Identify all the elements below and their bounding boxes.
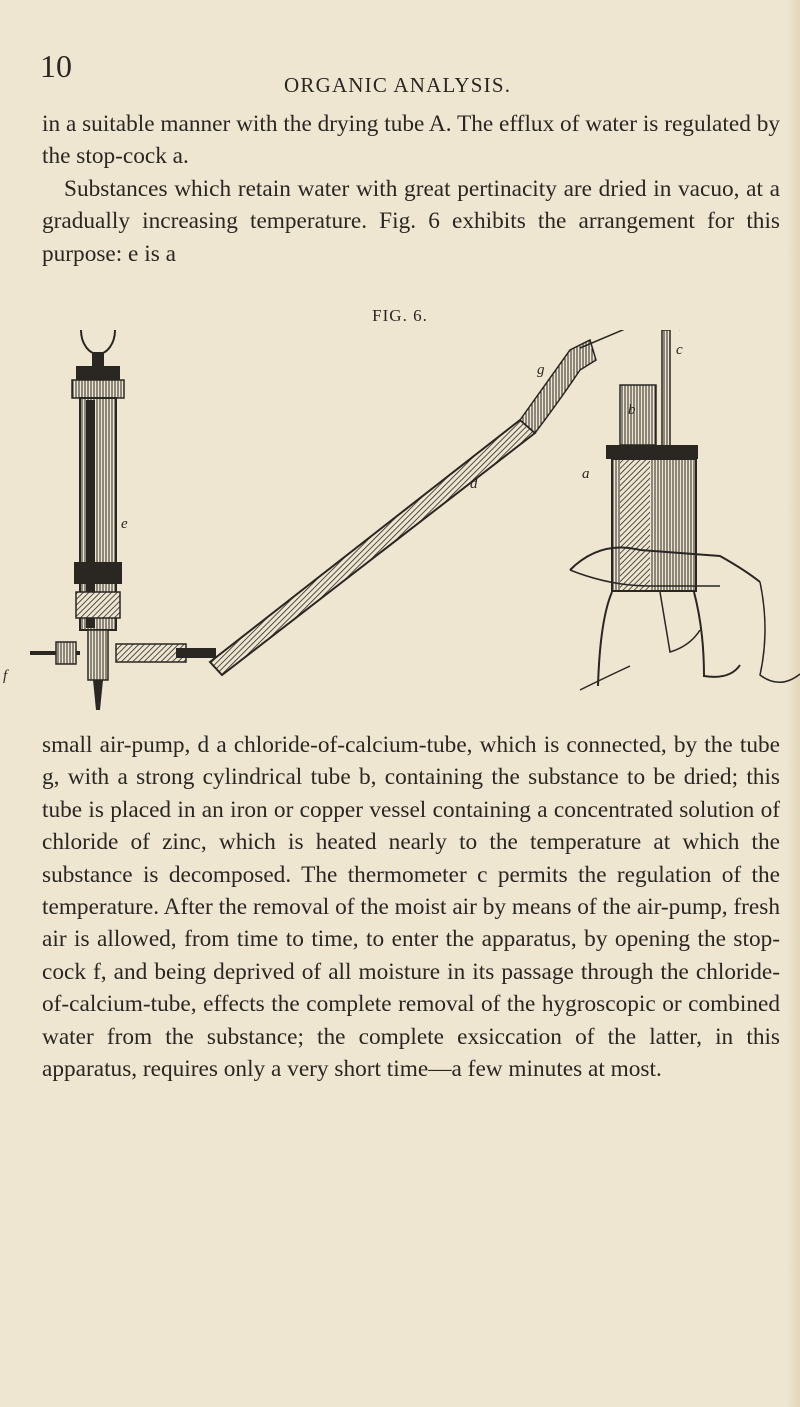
label-c: c (676, 342, 683, 358)
stop-cock-pipe (30, 642, 216, 664)
chloride-tube (210, 330, 680, 675)
page-number: 10 (40, 48, 72, 84)
running-title: ORGANIC ANALYSIS. (284, 73, 512, 97)
text-block-top (42, 108, 780, 270)
paragraph-1: in a suitable manner with the drying tube A. The efflux of water is regulated by the stop-cock a. (42, 111, 780, 170)
figure-6-apparatus (0, 330, 800, 724)
paragraph-2: Substances which retain water with great pertinacity are dried in vacuo, at a gradually increasing temperature. Fig. 6 exhibits the arrangement for this purpose: e is a (42, 175, 780, 267)
label-a: a (582, 466, 590, 482)
label-f: f (3, 668, 8, 684)
text-block-bottom (42, 729, 780, 1085)
apparatus-illustration (0, 330, 800, 724)
figure-caption: FIG. 6. (372, 306, 428, 325)
label-d: d (470, 476, 478, 492)
heating-vessel (570, 385, 800, 690)
label-g: g (537, 362, 545, 378)
label-e: e (121, 516, 128, 532)
label-b: b (628, 402, 636, 418)
paragraph-3: small air-pump, d a chloride-of-calcium-tube, which is connected, by the tube g, with a strong cylindrical tube b, containing the substance to be dried; this tube is placed in an iron or copper vessel containing a concentrated solution of chloride of zinc, which is heated nearly to the temperature at which the substance is decomposed. The thermometer c permits the regulation of the temperature. After the removal of the moist air by means of the air-pump, fresh air is allowed, from time to time, to enter the apparatus, by opening the stop-cock f, and being deprived of all moisture in its passage through the chloride-of-calcium-tube, effects the complete removal of the hygroscopic or combined water from the substance; the complete exsiccation of the latter, in this apparatus, requires only a very short time—a few minutes at most. (42, 732, 780, 1083)
page-header (0, 48, 800, 98)
